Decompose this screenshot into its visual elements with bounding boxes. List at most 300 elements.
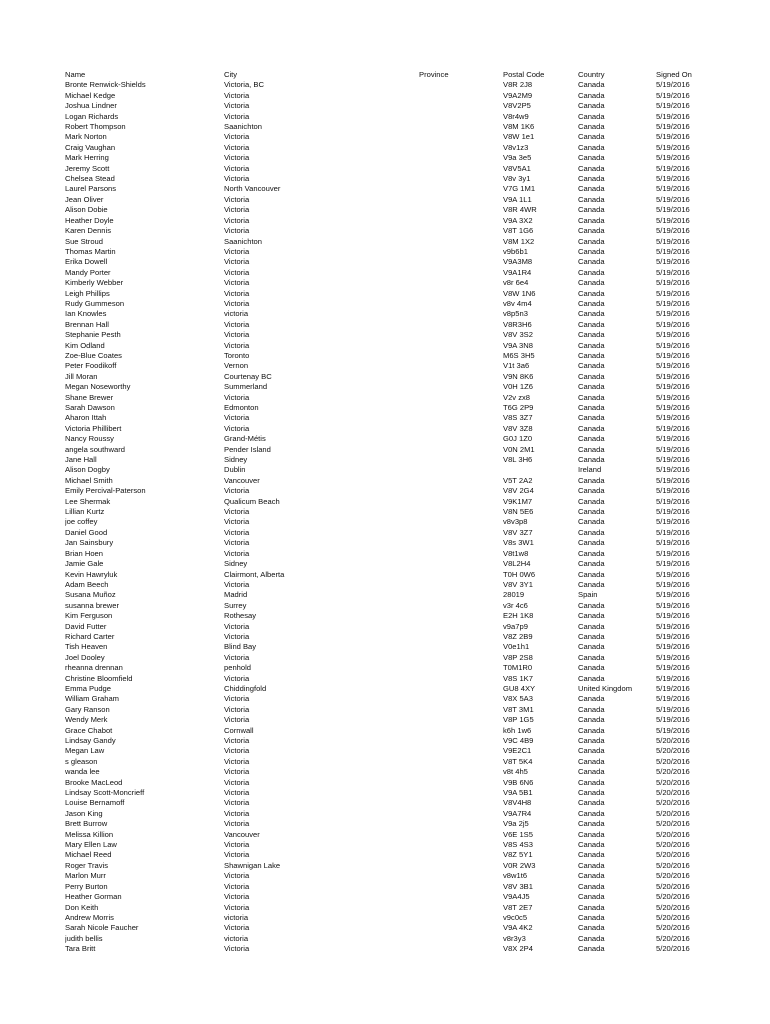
name-cell: Kevin Hawryluk bbox=[65, 569, 118, 579]
signed-on-cell: 5/19/2016 bbox=[656, 486, 690, 496]
signed-on-cell: 5/20/2016 bbox=[656, 912, 690, 922]
name-cell: Marlon Murr bbox=[65, 871, 106, 881]
postal-code-cell: V5T 2A2 bbox=[503, 475, 533, 485]
postal-code-cell: V0R 2W3 bbox=[503, 860, 536, 870]
country-cell: Canada bbox=[578, 319, 605, 329]
name-cell: Sue Stroud bbox=[65, 236, 103, 246]
city-cell: Vancouver bbox=[224, 475, 260, 485]
signed-on-cell: 5/19/2016 bbox=[656, 579, 690, 589]
table-row bbox=[65, 684, 705, 694]
country-cell: Canada bbox=[578, 455, 605, 465]
signed-on-cell: 5/20/2016 bbox=[656, 840, 690, 850]
name-cell: Lindsay Scott-Moncrieff bbox=[65, 788, 145, 798]
name-cell: Adam Beech bbox=[65, 579, 109, 589]
country-cell: Canada bbox=[578, 912, 605, 922]
signed-on-cell: 5/19/2016 bbox=[656, 80, 690, 90]
city-cell: Victoria bbox=[224, 278, 250, 288]
table-row bbox=[65, 798, 705, 808]
country-cell: Canada bbox=[578, 902, 605, 912]
name-cell: Bronte Renwick-Shields bbox=[65, 80, 146, 90]
table-row bbox=[65, 590, 705, 600]
signed-on-cell: 5/19/2016 bbox=[656, 715, 690, 725]
city-cell: Victoria bbox=[224, 892, 250, 902]
signed-on-cell: 5/20/2016 bbox=[656, 860, 690, 870]
postal-code-cell: V8S 4S3 bbox=[503, 840, 533, 850]
postal-code-cell: G0J 1Z0 bbox=[503, 434, 533, 444]
country-cell: Canada bbox=[578, 257, 605, 267]
postal-code-cell: V2v zx8 bbox=[503, 392, 531, 402]
name-cell: Jason King bbox=[65, 808, 103, 818]
city-cell: Qualicum Beach bbox=[224, 496, 280, 506]
name-cell: Sarah Nicole Faucher bbox=[65, 923, 139, 933]
city-cell: Victoria bbox=[224, 423, 250, 433]
postal-code-cell: V8V4H8 bbox=[503, 798, 532, 808]
postal-code-cell: V0e1h1 bbox=[503, 642, 530, 652]
table-row bbox=[65, 601, 705, 611]
city-cell: Victoria bbox=[224, 527, 250, 537]
city-cell: Victoria bbox=[224, 90, 250, 100]
signed-on-cell: 5/20/2016 bbox=[656, 933, 690, 943]
signed-on-cell: 5/19/2016 bbox=[656, 246, 690, 256]
country-cell: Canada bbox=[578, 132, 605, 142]
name-cell: Mark Norton bbox=[65, 132, 107, 142]
country-cell: Canada bbox=[578, 350, 605, 360]
name-cell: Melissa Killion bbox=[65, 829, 114, 839]
city-cell: Victoria bbox=[224, 486, 250, 496]
name-cell: Jill Moran bbox=[65, 371, 98, 381]
name-cell: Rudy Gummeson bbox=[65, 298, 125, 308]
name-cell: William Graham bbox=[65, 694, 120, 704]
postal-code-cell: V8X 2P4 bbox=[503, 944, 533, 954]
table-row bbox=[65, 934, 705, 944]
country-cell: Canada bbox=[578, 829, 605, 839]
table-row bbox=[65, 393, 705, 403]
country-cell: Canada bbox=[578, 881, 605, 891]
name-cell: Thomas Martin bbox=[65, 246, 116, 256]
country-cell: Canada bbox=[578, 90, 605, 100]
header-name: Name bbox=[65, 70, 86, 79]
country-cell: Canada bbox=[578, 527, 605, 537]
city-cell: victoria bbox=[224, 933, 249, 943]
postal-code-cell: V9a 3e5 bbox=[503, 153, 532, 163]
name-cell: Christine Bloomfield bbox=[65, 673, 133, 683]
city-cell: Victoria bbox=[224, 246, 250, 256]
city-cell: Victoria bbox=[224, 330, 250, 340]
table-row bbox=[65, 184, 705, 194]
table-row bbox=[65, 705, 705, 715]
signed-on-cell: 5/20/2016 bbox=[656, 944, 690, 954]
signed-on-cell: 5/19/2016 bbox=[656, 444, 690, 454]
name-cell: Brian Hoen bbox=[65, 548, 103, 558]
name-cell: Stephanie Pesth bbox=[65, 330, 121, 340]
signed-on-cell: 5/19/2016 bbox=[656, 101, 690, 111]
signed-on-cell: 5/19/2016 bbox=[656, 257, 690, 267]
city-cell: Victoria bbox=[224, 715, 250, 725]
signed-on-cell: 5/19/2016 bbox=[656, 652, 690, 662]
signed-on-cell: 5/19/2016 bbox=[656, 642, 690, 652]
signed-on-cell: 5/19/2016 bbox=[656, 174, 690, 184]
signed-on-cell: 5/19/2016 bbox=[656, 600, 690, 610]
postal-code-cell: GU8 4XY bbox=[503, 683, 536, 693]
city-cell: penhold bbox=[224, 663, 252, 673]
country-cell: United Kingdom bbox=[578, 683, 633, 693]
country-cell: Canada bbox=[578, 746, 605, 756]
table-row bbox=[65, 663, 705, 673]
name-cell: joe coffey bbox=[65, 517, 98, 527]
postal-code-cell: V9A 1L1 bbox=[503, 194, 532, 204]
postal-code-cell: V8V 3S2 bbox=[503, 330, 533, 340]
name-cell: Laurel Parsons bbox=[65, 184, 117, 194]
signed-on-cell: 5/19/2016 bbox=[656, 621, 690, 631]
table-row bbox=[65, 226, 705, 236]
country-cell: Canada bbox=[578, 496, 605, 506]
table-row bbox=[65, 320, 705, 330]
postal-code-cell: V9a 2j5 bbox=[503, 819, 529, 829]
table-row bbox=[65, 715, 705, 725]
signed-on-cell: 5/19/2016 bbox=[656, 683, 690, 693]
signed-on-cell: 5/19/2016 bbox=[656, 392, 690, 402]
city-cell: Summerland bbox=[224, 382, 268, 392]
signed-on-cell: 5/20/2016 bbox=[656, 871, 690, 881]
city-cell: Saanichton bbox=[224, 236, 262, 246]
country-cell: Canada bbox=[578, 434, 605, 444]
country-cell: Canada bbox=[578, 736, 605, 745]
name-cell: Erika Dowell bbox=[65, 257, 108, 267]
signed-on-cell: 5/19/2016 bbox=[656, 236, 690, 246]
table-row bbox=[65, 840, 705, 850]
city-cell: Victoria bbox=[224, 205, 250, 215]
postal-code-cell: V9C 4B9 bbox=[503, 736, 534, 745]
city-cell: Grand-Métis bbox=[224, 434, 266, 444]
signed-on-cell: 5/19/2016 bbox=[656, 194, 690, 204]
country-cell: Canada bbox=[578, 944, 605, 954]
table-row bbox=[65, 622, 705, 632]
country-cell: Canada bbox=[578, 413, 605, 423]
name-cell: Aharon Ittah bbox=[65, 413, 107, 423]
country-cell: Canada bbox=[578, 611, 605, 621]
postal-code-cell: V8R 4WR bbox=[503, 205, 537, 215]
postal-code-cell: v9c0c5 bbox=[503, 912, 528, 922]
city-cell: victoria bbox=[224, 912, 249, 922]
postal-code-cell: M6S 3H5 bbox=[503, 350, 535, 360]
postal-code-cell: V8W 1e1 bbox=[503, 132, 535, 142]
postal-code-cell: V8Z 2B9 bbox=[503, 631, 533, 641]
name-cell: Craig Vaughan bbox=[65, 142, 116, 152]
city-cell: Victoria bbox=[224, 517, 250, 527]
table-row bbox=[65, 757, 705, 767]
signed-on-cell: 5/19/2016 bbox=[656, 184, 690, 194]
city-cell: Victoria bbox=[224, 871, 250, 881]
postal-code-cell: V9A4J5 bbox=[503, 892, 530, 902]
city-cell: Victoria bbox=[224, 194, 250, 204]
name-cell: Alison Dogby bbox=[65, 465, 110, 475]
postal-code-cell: V9E2C1 bbox=[503, 746, 532, 756]
name-cell: Emily Percival-Paterson bbox=[65, 486, 146, 496]
city-cell: Victoria bbox=[224, 631, 250, 641]
signed-on-cell: 5/19/2016 bbox=[656, 371, 690, 381]
name-cell: Chelsea Stead bbox=[65, 174, 115, 184]
signed-on-cell: 5/19/2016 bbox=[656, 496, 690, 506]
postal-code-cell: V8V2P5 bbox=[503, 101, 531, 111]
name-cell: Lillian Kurtz bbox=[65, 507, 105, 517]
country-cell: Canada bbox=[578, 236, 605, 246]
country-cell: Canada bbox=[578, 361, 605, 371]
table-row bbox=[65, 580, 705, 590]
country-cell: Canada bbox=[578, 475, 605, 485]
city-cell: Victoria bbox=[224, 819, 250, 829]
signed-on-cell: 5/19/2016 bbox=[656, 382, 690, 392]
postal-code-cell: V0N 2M1 bbox=[503, 444, 535, 454]
name-cell: Jeremy Scott bbox=[65, 163, 110, 173]
name-cell: Mandy Porter bbox=[65, 267, 111, 277]
postal-code-cell: V8V 3Z7 bbox=[503, 527, 533, 537]
name-cell: Emma Pudge bbox=[65, 683, 112, 693]
table-row bbox=[65, 195, 705, 205]
signed-on-cell: 5/20/2016 bbox=[656, 902, 690, 912]
table-row bbox=[65, 361, 705, 371]
city-cell: Victoria bbox=[224, 840, 250, 850]
signed-on-cell: 5/19/2016 bbox=[656, 350, 690, 360]
postal-code-cell: V9K1M7 bbox=[503, 496, 533, 506]
postal-code-cell: V7G 1M1 bbox=[503, 184, 536, 194]
postal-code-cell: v9a7p9 bbox=[503, 621, 528, 631]
table-row bbox=[65, 247, 705, 257]
country-cell: Canada bbox=[578, 184, 605, 194]
country-cell: Canada bbox=[578, 153, 605, 163]
header-signed-on: Signed On bbox=[656, 70, 692, 79]
table-row bbox=[65, 778, 705, 788]
postal-code-cell: T6G 2P9 bbox=[503, 403, 534, 412]
postal-code-cell: V8R 2J8 bbox=[503, 80, 533, 90]
signed-on-cell: 5/19/2016 bbox=[656, 319, 690, 329]
postal-code-cell: V8r4w9 bbox=[503, 111, 529, 121]
name-cell: Brett Burrow bbox=[65, 819, 108, 829]
signed-on-cell: 5/20/2016 bbox=[656, 892, 690, 902]
name-cell: David Futter bbox=[65, 621, 107, 631]
signed-on-cell: 5/20/2016 bbox=[656, 777, 690, 787]
signed-on-cell: 5/19/2016 bbox=[656, 527, 690, 537]
city-cell: Shawnigan Lake bbox=[224, 860, 281, 870]
table-row bbox=[65, 164, 705, 174]
name-cell: Robert Thompson bbox=[65, 122, 126, 132]
name-cell: Alison Dobie bbox=[65, 205, 108, 215]
country-cell: Canada bbox=[578, 538, 605, 548]
city-cell: Victoria bbox=[224, 226, 250, 236]
table-row bbox=[65, 861, 705, 871]
name-cell: Gary Ranson bbox=[65, 704, 110, 714]
signature-list-table bbox=[65, 70, 705, 955]
signed-on-cell: 5/20/2016 bbox=[656, 767, 690, 777]
table-row bbox=[65, 923, 705, 933]
signed-on-cell: 5/19/2016 bbox=[656, 663, 690, 673]
name-cell: Perry Burton bbox=[65, 881, 108, 891]
table-row bbox=[65, 642, 705, 652]
country-cell: Canada bbox=[578, 486, 605, 496]
signed-on-cell: 5/19/2016 bbox=[656, 267, 690, 277]
city-cell: Victoria bbox=[224, 340, 250, 350]
city-cell: Pender Island bbox=[224, 444, 271, 454]
postal-code-cell: V8T 1G6 bbox=[503, 226, 534, 236]
city-cell: Dublin bbox=[224, 465, 246, 475]
country-cell: Canada bbox=[578, 403, 605, 412]
postal-code-cell: V8X 5A3 bbox=[503, 694, 533, 704]
table-row bbox=[65, 80, 705, 90]
signed-on-cell: 5/19/2016 bbox=[656, 569, 690, 579]
postal-code-cell: V8V 3Z8 bbox=[503, 423, 533, 433]
country-cell: Canada bbox=[578, 725, 605, 735]
postal-code-cell: E2H 1K8 bbox=[503, 611, 534, 621]
name-cell: Peter Foodikoff bbox=[65, 361, 117, 371]
table-row bbox=[65, 913, 705, 923]
city-cell: Saanichton bbox=[224, 122, 262, 132]
name-cell: wanda lee bbox=[65, 767, 100, 777]
postal-code-cell: V9A2M9 bbox=[503, 90, 533, 100]
table-row bbox=[65, 746, 705, 756]
postal-code-cell: V8V 3B1 bbox=[503, 881, 533, 891]
postal-code-cell: v8t 4h5 bbox=[503, 767, 528, 777]
city-cell: Victoria bbox=[224, 174, 250, 184]
table-row bbox=[65, 205, 705, 215]
name-cell: Michael Smith bbox=[65, 475, 113, 485]
city-cell: Victoria bbox=[224, 694, 250, 704]
table-row bbox=[65, 372, 705, 382]
signed-on-cell: 5/19/2016 bbox=[656, 548, 690, 558]
name-cell: Heather Gorman bbox=[65, 892, 122, 902]
city-cell: Madrid bbox=[224, 590, 248, 600]
name-cell: Jamie Gale bbox=[65, 559, 104, 569]
name-cell: Mary Ellen Law bbox=[65, 840, 117, 850]
table-row bbox=[65, 850, 705, 860]
signed-on-cell: 5/20/2016 bbox=[656, 829, 690, 839]
signed-on-cell: 5/19/2016 bbox=[656, 340, 690, 350]
table-row bbox=[65, 216, 705, 226]
signed-on-cell: 5/19/2016 bbox=[656, 455, 690, 465]
table-row bbox=[65, 819, 705, 829]
country-cell: Canada bbox=[578, 548, 605, 558]
city-cell: Victoria bbox=[224, 548, 250, 558]
table-row bbox=[65, 289, 705, 299]
table-row bbox=[65, 830, 705, 840]
signed-on-cell: 5/20/2016 bbox=[656, 881, 690, 891]
name-cell: Mark Herring bbox=[65, 153, 109, 163]
table-row bbox=[65, 871, 705, 881]
name-cell: Victoria Phillibert bbox=[65, 423, 122, 433]
name-cell: Ian Knowles bbox=[65, 309, 107, 319]
signed-on-cell: 5/19/2016 bbox=[656, 142, 690, 152]
country-cell: Canada bbox=[578, 652, 605, 662]
country-cell: Canada bbox=[578, 798, 605, 808]
table-row bbox=[65, 507, 705, 517]
postal-code-cell: V9N 8K6 bbox=[503, 371, 534, 381]
country-cell: Canada bbox=[578, 923, 605, 933]
city-cell: Vancouver bbox=[224, 829, 260, 839]
country-cell: Canada bbox=[578, 673, 605, 683]
country-cell: Canada bbox=[578, 309, 605, 319]
city-cell: Blind Bay bbox=[224, 642, 257, 652]
city-cell: Cornwall bbox=[224, 725, 254, 735]
table-row bbox=[65, 91, 705, 101]
country-cell: Ireland bbox=[578, 465, 602, 475]
table-row bbox=[65, 726, 705, 736]
name-cell: Nancy Roussy bbox=[65, 434, 114, 444]
country-cell: Canada bbox=[578, 101, 605, 111]
city-cell: Victoria bbox=[224, 652, 250, 662]
name-cell: Jean Oliver bbox=[65, 194, 104, 204]
city-cell: North Vancouver bbox=[224, 184, 281, 194]
name-cell: susanna brewer bbox=[65, 600, 120, 610]
signed-on-cell: 5/19/2016 bbox=[656, 309, 690, 319]
country-cell: Canada bbox=[578, 278, 605, 288]
table-row bbox=[65, 892, 705, 902]
postal-code-cell: V8M 1X2 bbox=[503, 236, 535, 246]
country-cell: Canada bbox=[578, 444, 605, 454]
signed-on-cell: 5/20/2016 bbox=[656, 808, 690, 818]
city-cell: Victoria bbox=[224, 673, 250, 683]
postal-code-cell: V9A7R4 bbox=[503, 808, 532, 818]
signed-on-cell: 5/19/2016 bbox=[656, 673, 690, 683]
name-cell: angela southward bbox=[65, 444, 125, 454]
country-cell: Canada bbox=[578, 663, 605, 673]
postal-code-cell: V8T 5K4 bbox=[503, 756, 533, 766]
country-cell: Canada bbox=[578, 392, 605, 402]
city-cell: Victoria bbox=[224, 746, 250, 756]
signed-on-cell: 5/19/2016 bbox=[656, 122, 690, 132]
country-cell: Canada bbox=[578, 371, 605, 381]
signed-on-cell: 5/19/2016 bbox=[656, 403, 690, 412]
signed-on-cell: 5/19/2016 bbox=[656, 631, 690, 641]
city-cell: Victoria bbox=[224, 215, 250, 225]
postal-code-cell: V9A 4K2 bbox=[503, 923, 533, 933]
table-row bbox=[65, 455, 705, 465]
signed-on-cell: 5/19/2016 bbox=[656, 725, 690, 735]
country-cell: Canada bbox=[578, 288, 605, 298]
table-row bbox=[65, 382, 705, 392]
country-cell: Canada bbox=[578, 205, 605, 215]
table-header-row bbox=[65, 70, 705, 80]
city-cell: Victoria, BC bbox=[224, 80, 264, 90]
country-cell: Canada bbox=[578, 142, 605, 152]
city-cell: Victoria bbox=[224, 704, 250, 714]
name-cell: Joshua Lindner bbox=[65, 101, 117, 111]
country-cell: Canada bbox=[578, 163, 605, 173]
signed-on-cell: 5/19/2016 bbox=[656, 361, 690, 371]
postal-code-cell: V8Z 5Y1 bbox=[503, 850, 533, 860]
city-cell: Toronto bbox=[224, 350, 250, 360]
city-cell: Victoria bbox=[224, 288, 250, 298]
country-cell: Canada bbox=[578, 382, 605, 392]
country-cell: Canada bbox=[578, 860, 605, 870]
signed-on-cell: 5/19/2016 bbox=[656, 413, 690, 423]
city-cell: Victoria bbox=[224, 798, 250, 808]
name-cell: Heather Doyle bbox=[65, 215, 114, 225]
name-cell: Daniel Good bbox=[65, 527, 108, 537]
signed-on-cell: 5/19/2016 bbox=[656, 226, 690, 236]
country-cell: Canada bbox=[578, 122, 605, 132]
header-postal-code: Postal Code bbox=[503, 70, 545, 79]
table-row bbox=[65, 403, 705, 413]
country-cell: Canada bbox=[578, 808, 605, 818]
name-cell: Zoe-Blue Coates bbox=[65, 350, 122, 360]
name-cell: Logan Richards bbox=[65, 111, 119, 121]
name-cell: Megan Noseworthy bbox=[65, 382, 131, 392]
country-cell: Canada bbox=[578, 80, 605, 90]
country-cell: Canada bbox=[578, 226, 605, 236]
table-row bbox=[65, 153, 705, 163]
postal-code-cell: V8T 3M1 bbox=[503, 704, 534, 714]
city-cell: Victoria bbox=[224, 621, 250, 631]
postal-code-cell: v9b6b1 bbox=[503, 246, 528, 256]
city-cell: Victoria bbox=[224, 579, 250, 589]
